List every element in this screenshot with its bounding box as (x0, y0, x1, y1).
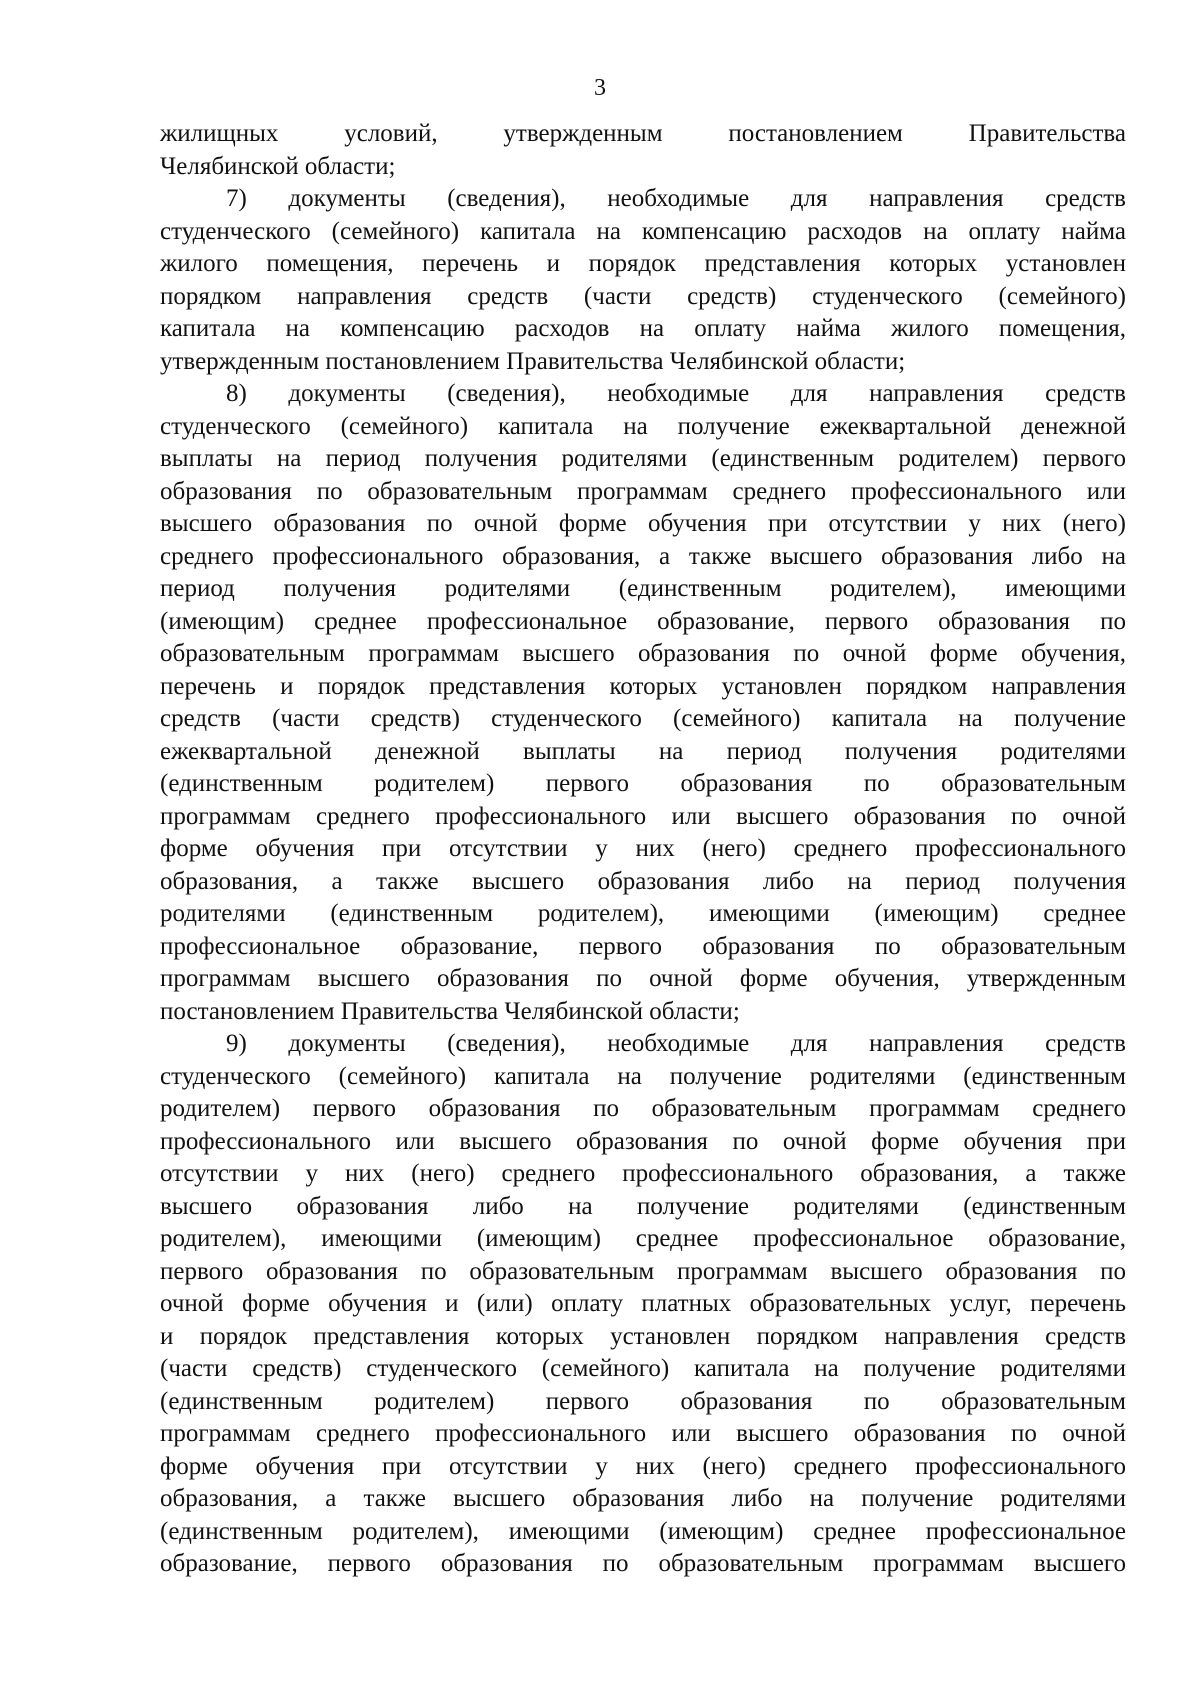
text-line: образование, первого образования по образовательным программам высшего (160, 1550, 1126, 1577)
document-body (160, 118, 1126, 1581)
paragraph-continuation (160, 118, 1126, 183)
text-line: среднего профессионального образования, а также высшего образования либо на (160, 542, 1126, 570)
text-line: утвержденным постановлением Правительства Челябинской области; (160, 347, 906, 375)
text-line: порядком направления средств (части средств) студенческого (семейного) (160, 282, 1126, 310)
text-line: Челябинской области; (160, 152, 396, 180)
text-line: высшего образования по очной форме обучения при отсутствии у них (него) (160, 510, 1126, 537)
text-line: 7) документы (сведения), необходимые для направления средств (226, 185, 1126, 212)
text-line: образования по образовательным программам среднего профессионального или (160, 477, 1126, 505)
text-line: (единственным родителем), имеющими (имеющим) среднее профессиональное (160, 1517, 1126, 1545)
text-line: период получения родителями (единственным родителем), имеющими (160, 575, 1126, 602)
text-line: (единственным родителем) первого образования по образовательным (160, 1387, 1126, 1415)
text-line: ежеквартальной денежной выплаты на период получения родителями (160, 737, 1126, 765)
text-line: капитала на компенсацию расходов на оплату найма жилого помещения, (160, 315, 1126, 342)
page-number: 3 (594, 75, 606, 101)
text-line: жилого помещения, перечень и порядок представления которых установлен (160, 250, 1126, 277)
text-line: (единственным родителем) первого образования по образовательным (160, 770, 1126, 797)
text-line: жилищных условий, утвержденным постановлением Правительства (160, 120, 1126, 147)
text-line: первого образования по образовательным программам высшего образования по (160, 1257, 1126, 1285)
text-line: (имеющим) среднее профессиональное образование, первого образования по (160, 607, 1126, 635)
text-line: средств (части средств) студенческого (семейного) капитала на получение (160, 705, 1126, 732)
text-line: выплаты на период получения родителями (единственным родителем) первого (160, 445, 1126, 472)
text-line: очной форме обучения и (или) оплату платных образовательных услуг, перечень (160, 1290, 1126, 1317)
text-line: студенческого (семейного) капитала на получение родителями (единственным (160, 1062, 1126, 1090)
text-line: программам среднего профессионального или высшего образования по очной (160, 1420, 1126, 1447)
text-line: профессиональное образование, первого образования по образовательным (160, 932, 1126, 960)
text-line: перечень и порядок представления которых установлен порядком направления (160, 672, 1126, 700)
text-line: и порядок представления которых установлен порядком направления средств (160, 1322, 1126, 1350)
text-line: студенческого (семейного) капитала на компенсацию расходов на оплату найма (160, 217, 1126, 245)
text-line: отсутствии у них (него) среднего профессионального образования, а также (160, 1160, 1126, 1187)
text-line: (части средств) студенческого (семейного) капитала на получение родителями (160, 1355, 1126, 1382)
text-line: программам среднего профессионального или высшего образования по очной (160, 802, 1126, 830)
paragraph-item-9 (160, 1028, 1126, 1581)
text-line: образовательным программам высшего образования по очной форме обучения, (160, 640, 1126, 667)
text-line: родителем) первого образования по образовательным программам среднего (160, 1095, 1126, 1122)
paragraph-item-7 (160, 183, 1126, 378)
text-line: студенческого (семейного) капитала на получение ежеквартальной денежной (160, 412, 1126, 440)
text-line: родителем), имеющими (имеющим) среднее профессиональное образование, (160, 1225, 1126, 1252)
text-line: постановлением Правительства Челябинской области; (160, 997, 740, 1025)
text-line: форме обучения при отсутствии у них (него) среднего профессионального (160, 835, 1126, 862)
text-line: родителями (единственным родителем), имеющими (имеющим) среднее (160, 900, 1126, 927)
text-line: 8) документы (сведения), необходимые для направления средств (226, 380, 1126, 407)
text-line: 9) документы (сведения), необходимые для направления средств (226, 1030, 1126, 1057)
text-line: высшего образования либо на получение родителями (единственным (160, 1192, 1126, 1220)
text-line: образования, а также высшего образования либо на получение родителями (160, 1485, 1126, 1512)
text-line: программам высшего образования по очной форме обучения, утвержденным (160, 965, 1126, 992)
text-line: образования, а также высшего образования либо на период получения (160, 867, 1126, 895)
text-line: форме обучения при отсутствии у них (него) среднего профессионального (160, 1452, 1126, 1480)
paragraph-item-8 (160, 378, 1126, 1028)
text-line: профессионального или высшего образования по очной форме обучения при (160, 1127, 1126, 1155)
